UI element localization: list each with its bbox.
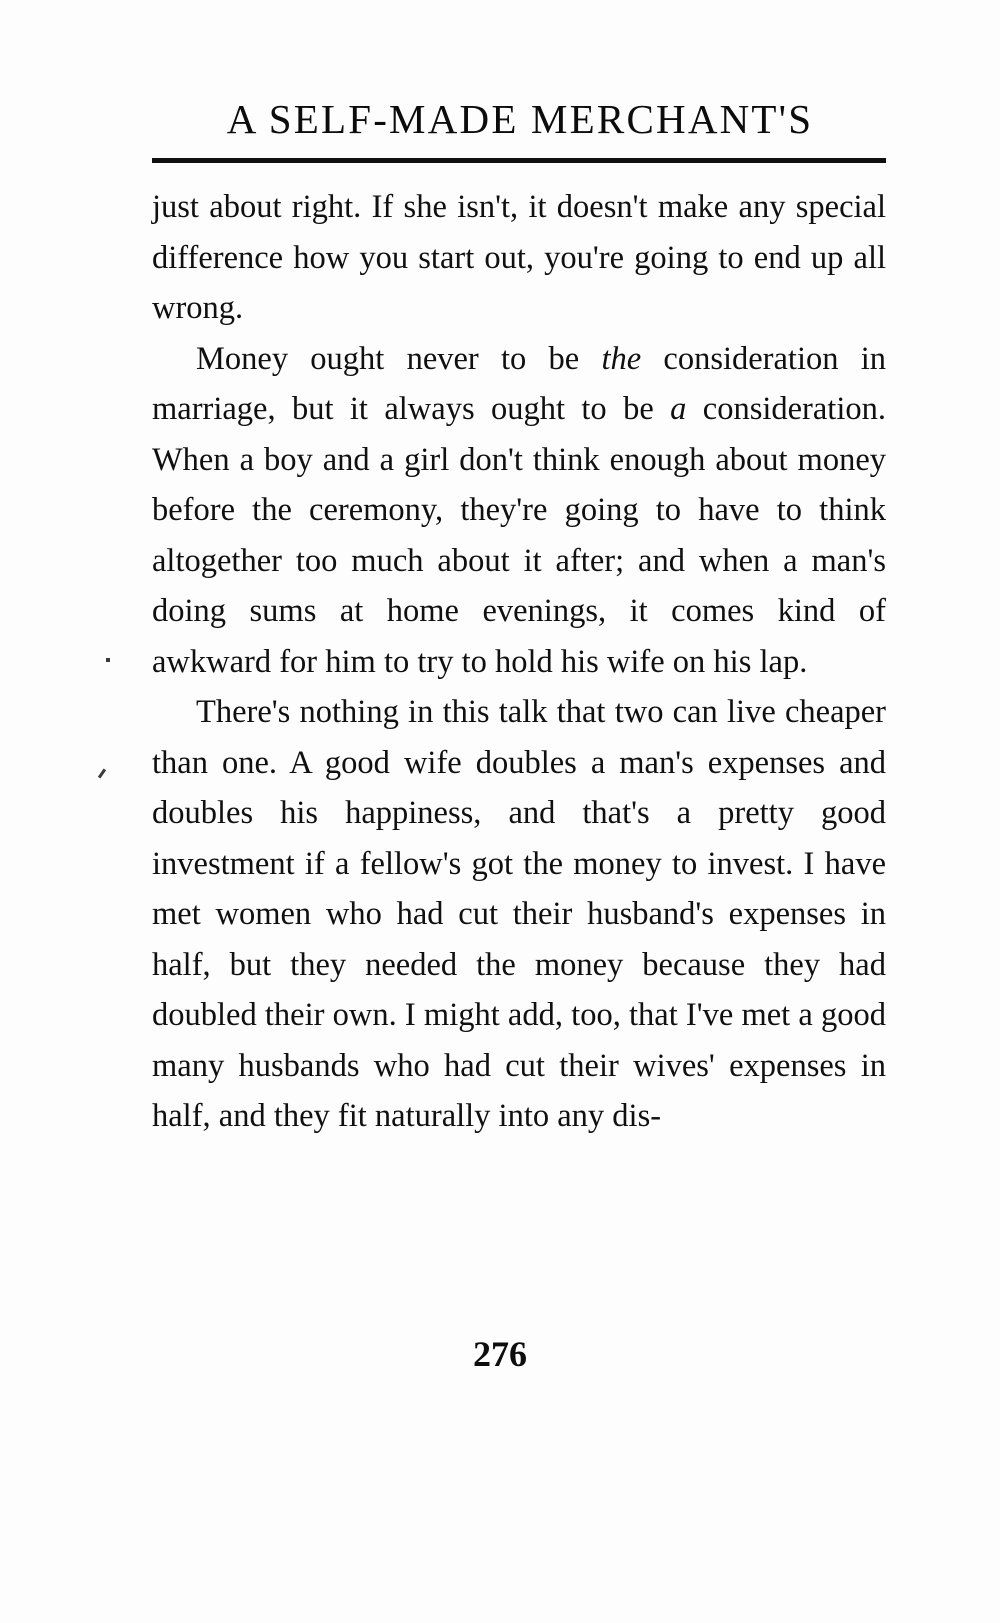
page-number: 276 <box>473 1334 527 1374</box>
paragraph-2-seg-1: Money ought never to be <box>196 340 602 377</box>
header-rule <box>152 158 886 163</box>
margin-speck-upper <box>106 658 110 662</box>
body-text <box>152 182 886 1142</box>
paragraph-2-seg-2: consideration in marriage, but it always ought to be <box>152 340 886 427</box>
page-running-head: A SELF-MADE MERCHANT'S <box>226 96 814 142</box>
paragraph-2-emphasis-the: the <box>601 340 642 377</box>
paragraph-2 <box>152 334 886 688</box>
margin-speck-lower <box>98 769 106 779</box>
paragraph-2-seg-3: consideration. When a boy and a girl don't think enough about money before the ceremony, they're going to have to think altogether too much about it after; and when a man's doing sums at home evenings, it comes kind of awkward for him to try to hold his wife on his lap. <box>152 391 886 680</box>
paragraph-2-emphasis-a: a <box>670 391 687 427</box>
paragraph-3: There's nothing in this talk that two can live cheaper than one. A good wife doubles a man's expenses and doubles his happiness, and that's a pretty good investment if a fellow's got the money to invest. I have met women who had cut their husband's expenses in half, but they needed the money because they had doubled their own. I might add, too, that I've met a good many husbands who had cut their wives' expenses in half, and they fit naturally into any dis- <box>152 694 886 1134</box>
paragraph-1: just about right. If she isn't, it doesn't make any special difference how you start out, you're going to end up all wrong. <box>152 189 886 326</box>
